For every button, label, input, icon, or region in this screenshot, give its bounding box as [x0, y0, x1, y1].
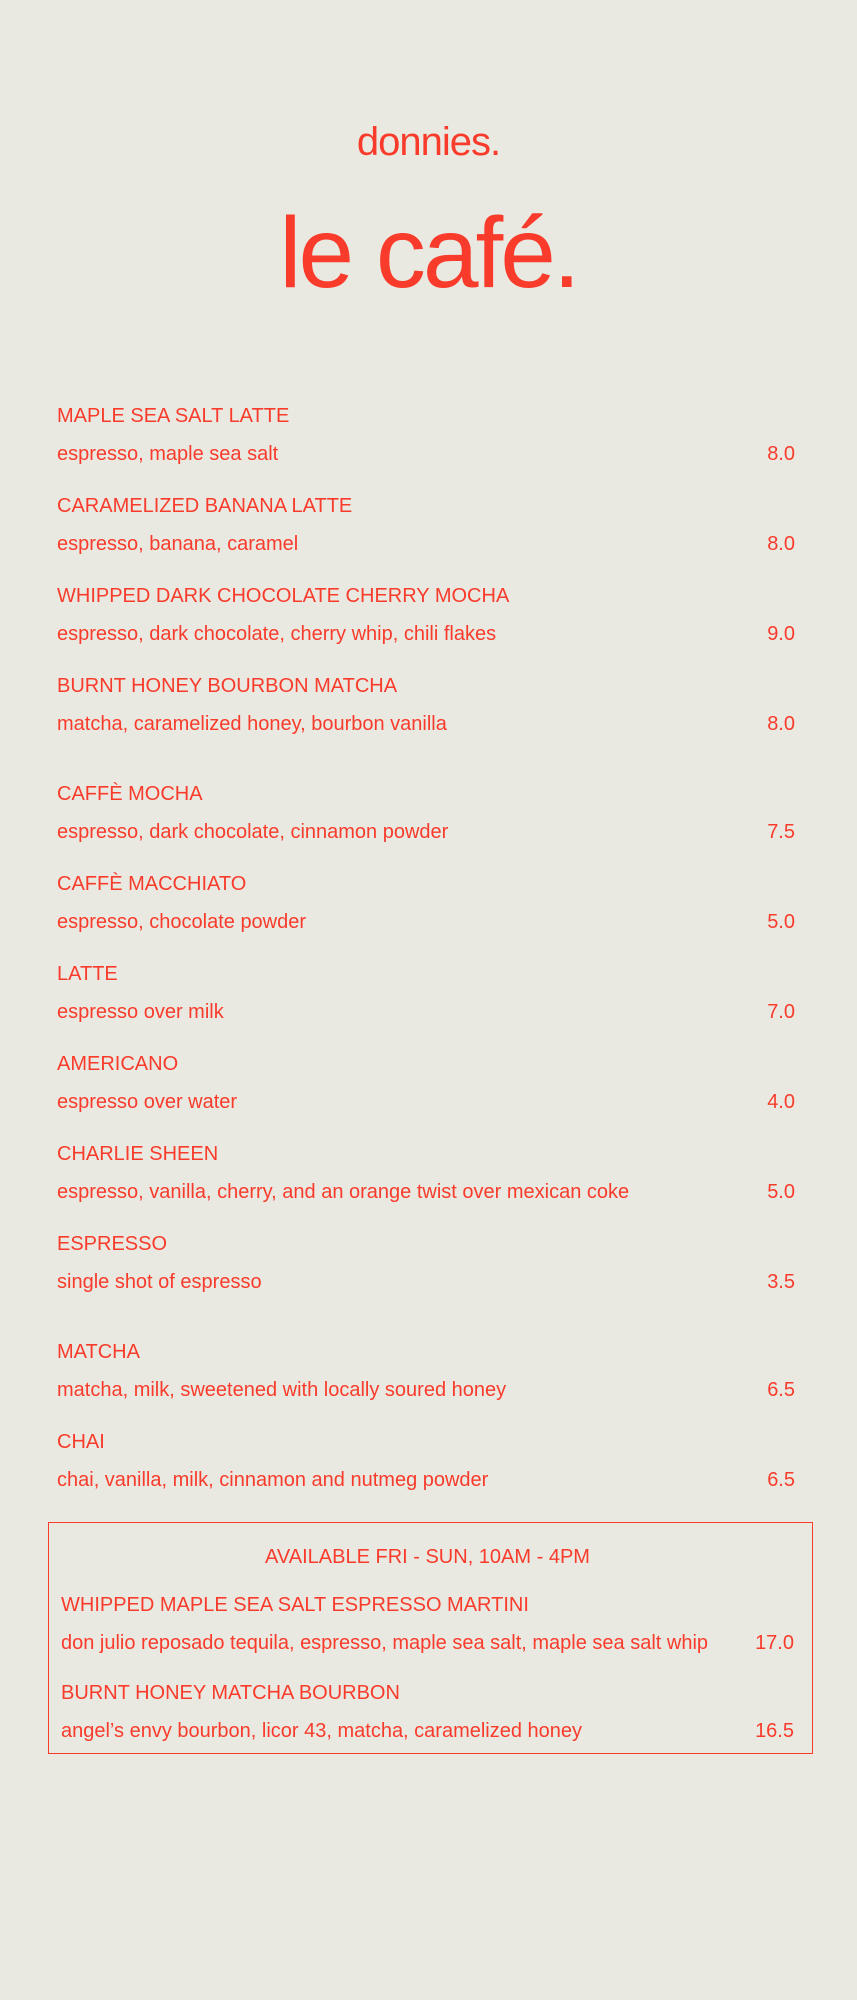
item-description: matcha, milk, sweetened with locally soured honey — [57, 1379, 507, 1401]
item-price: 6.5 — [767, 1469, 795, 1491]
item-detail-row — [57, 1182, 795, 1202]
item-name: MAPLE SEA SALT LATTE — [57, 405, 290, 427]
item-price: 3.5 — [767, 1271, 795, 1293]
item-description: matcha, caramelized honey, bourbon vanilla — [57, 713, 447, 735]
item-price: 16.5 — [755, 1720, 794, 1742]
item-detail-row — [61, 1633, 794, 1653]
item-price: 4.0 — [767, 1091, 795, 1113]
menu-item — [61, 1595, 794, 1653]
item-name: ESPRESSO — [57, 1233, 168, 1255]
item-description: espresso, maple sea salt — [57, 443, 279, 465]
item-detail-row — [57, 714, 795, 734]
item-detail-row — [57, 822, 795, 842]
item-price: 8.0 — [767, 533, 795, 555]
cocktails-box — [48, 1522, 813, 1754]
item-price: 17.0 — [755, 1632, 794, 1654]
item-detail-row — [57, 1470, 795, 1490]
item-detail-row — [57, 1002, 795, 1022]
item-detail-row — [57, 912, 795, 932]
page-title: le café. — [279, 197, 578, 309]
item-name: CARAMELIZED BANANA LATTE — [57, 495, 353, 517]
brand-name: donnies. — [356, 120, 501, 164]
item-name: BURNT HONEY BOURBON MATCHA — [57, 675, 398, 697]
item-name: LATTE — [57, 963, 118, 985]
item-detail-row — [57, 624, 795, 644]
menu-item — [57, 676, 795, 734]
item-name: CAFFÈ MACCHIATO — [57, 873, 247, 895]
item-description: espresso over water — [57, 1091, 238, 1113]
item-detail-row — [57, 444, 795, 464]
item-price: 7.0 — [767, 1001, 795, 1023]
availability-note: AVAILABLE FRI - SUN, 10AM - 4PM — [265, 1546, 590, 1568]
section-tea-drinks — [57, 1342, 795, 1490]
menu-list — [0, 303, 857, 1754]
menu-item — [57, 874, 795, 932]
item-price: 6.5 — [767, 1379, 795, 1401]
item-price: 5.0 — [767, 911, 795, 933]
item-description: angel’s envy bourbon, licor 43, matcha, caramelized honey — [61, 1720, 583, 1742]
item-price: 7.5 — [767, 821, 795, 843]
section-signature-lattes — [57, 406, 795, 734]
menu-item — [57, 1234, 795, 1292]
item-name: WHIPPED MAPLE SEA SALT ESPRESSO MARTINI — [61, 1594, 529, 1616]
item-description: don julio reposado tequila, espresso, maple sea salt, maple sea salt whip — [61, 1632, 709, 1654]
item-name: WHIPPED DARK CHOCOLATE CHERRY MOCHA — [57, 585, 510, 607]
item-description: espresso over milk — [57, 1001, 224, 1023]
item-detail-row — [57, 1092, 795, 1112]
menu-item — [57, 1144, 795, 1202]
item-detail-row — [61, 1721, 794, 1741]
menu-item — [57, 964, 795, 1022]
item-description: espresso, chocolate powder — [57, 911, 307, 933]
menu-item — [57, 496, 795, 554]
item-price: 8.0 — [767, 443, 795, 465]
item-detail-row — [57, 1380, 795, 1400]
menu-item — [61, 1683, 794, 1741]
item-name: CHAI — [57, 1431, 105, 1453]
item-price: 9.0 — [767, 623, 795, 645]
item-name: BURNT HONEY MATCHA BOURBON — [61, 1682, 400, 1704]
item-name: CAFFÈ MOCHA — [57, 783, 203, 805]
item-name: CHARLIE SHEEN — [57, 1143, 219, 1165]
item-description: single shot of espresso — [57, 1271, 262, 1293]
menu-item — [57, 586, 795, 644]
item-detail-row — [57, 1272, 795, 1292]
item-description: chai, vanilla, milk, cinnamon and nutmeg powder — [57, 1469, 489, 1491]
menu-item — [57, 1432, 795, 1490]
item-description: espresso, banana, caramel — [57, 533, 299, 555]
item-description: espresso, dark chocolate, cherry whip, chili flakes — [57, 623, 497, 645]
menu-item — [57, 1342, 795, 1400]
item-name: AMERICANO — [57, 1053, 179, 1075]
item-price: 8.0 — [767, 713, 795, 735]
menu-item — [57, 406, 795, 464]
section-classic-coffee — [57, 784, 795, 1292]
item-price: 5.0 — [767, 1181, 795, 1203]
item-detail-row — [57, 534, 795, 554]
menu-item — [57, 1054, 795, 1112]
item-description: espresso, dark chocolate, cinnamon powder — [57, 821, 449, 843]
item-description: espresso, vanilla, cherry, and an orange twist over mexican coke — [57, 1181, 630, 1203]
item-name: MATCHA — [57, 1341, 140, 1363]
menu-item — [57, 784, 795, 842]
